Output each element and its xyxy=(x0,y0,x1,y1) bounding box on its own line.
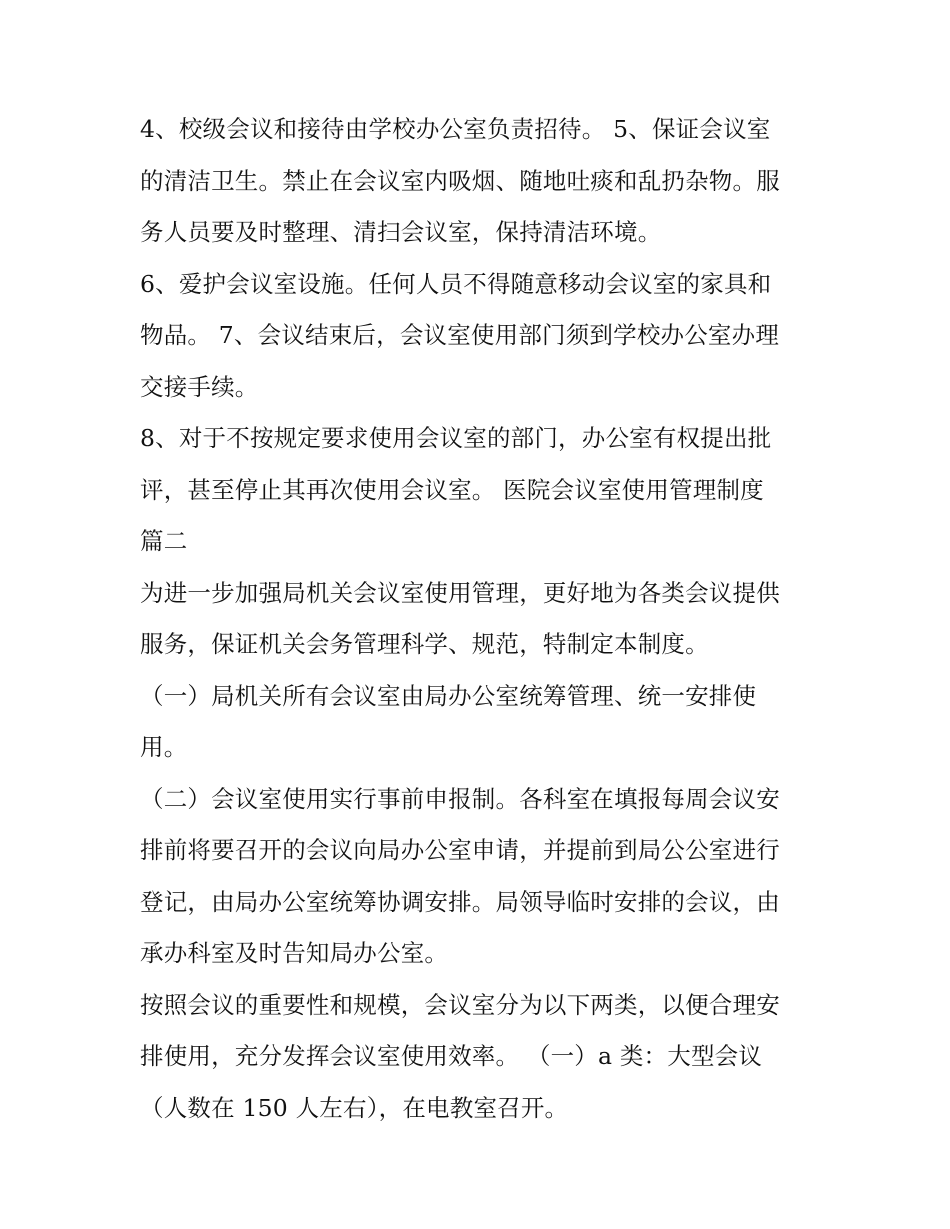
text-line: 篇二 xyxy=(140,527,188,555)
text-line: 交接手续。 xyxy=(140,372,259,401)
document-body xyxy=(140,104,830,1134)
text-line: 8、对于不按规定要求使用会议室的部门，办公室有权提出批 xyxy=(140,424,772,452)
text-line: 评，甚至停止其再次使用会议室。 医院会议室使用管理制度 xyxy=(140,475,764,504)
text-line: 务人员要及时整理、清扫会议室，保持清洁环境。 xyxy=(140,218,662,246)
text-line: 为进一步加强局机关会议室使用管理，更好地为各类会议提供 xyxy=(140,578,780,607)
text-line: （人数在 150 人左右），在电教室召开。 xyxy=(140,1093,569,1122)
text-line: 排前将要召开的会议向局办公室申请，并提前到局公公室进行 xyxy=(140,836,780,864)
text-line: 4、校级会议和接待由学校办公室负责招待。 5、保证会议室 xyxy=(140,115,771,143)
text-line: （一）局机关所有会议室由局办公室统筹管理、统一安排使 xyxy=(140,681,757,710)
text-line: 用。 xyxy=(140,733,188,761)
text-line: 的清洁卫生。禁止在会议室内吸烟、随地吐痰和乱扔杂物。服 xyxy=(140,166,780,195)
text-line: 承办科室及时告知局办公室。 xyxy=(140,939,449,967)
text-line: 登记，由局办公室统筹协调安排。局领导临时安排的会议，由 xyxy=(140,887,780,916)
text-line: 服务，保证机关会务管理科学、规范，特制定本制度。 xyxy=(140,630,709,658)
text-line: 排使用，充分发挥会议室使用效率。 （一）a 类：大型会议 xyxy=(140,1042,763,1070)
text-line: 6、爱护会议室设施。任何人员不得随意移动会议室的家具和 xyxy=(140,269,772,298)
text-line: （二）会议室使用实行事前申报制。各科室在填报每周会议安 xyxy=(140,784,780,813)
text-line: 按照会议的重要性和规模，会议室分为以下两类，以便合理安 xyxy=(140,990,780,1019)
text-line: 物品。 7、会议结束后，会议室使用部门须到学校办公室办理 xyxy=(140,321,780,349)
